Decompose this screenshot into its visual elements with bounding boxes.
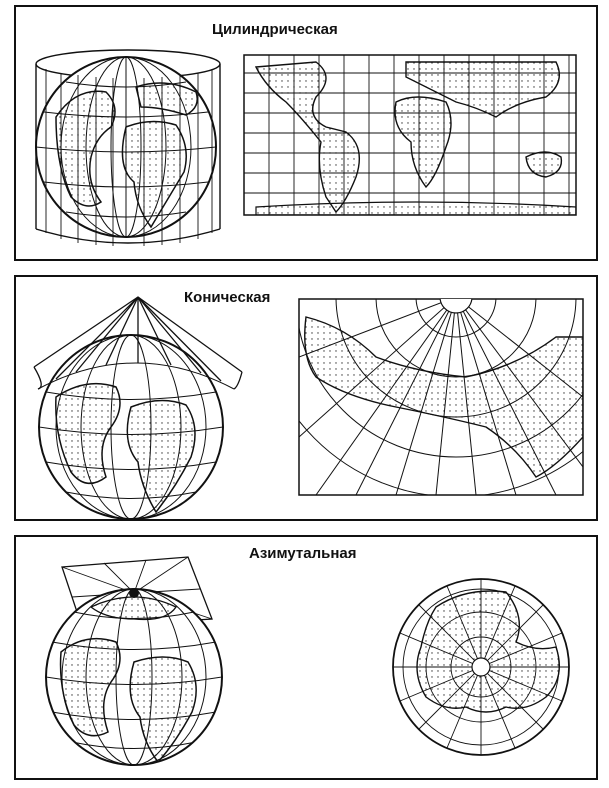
conical-illustration xyxy=(16,277,600,523)
panel-title-azimuthal: Азимутальная xyxy=(249,545,357,562)
azimuthal-illustration xyxy=(16,537,600,782)
panel-conical xyxy=(14,275,598,521)
map-conical xyxy=(256,277,600,497)
map-cylindrical xyxy=(244,55,576,215)
panel-cylindrical xyxy=(14,5,598,261)
cylindrical-illustration xyxy=(16,7,600,263)
panel-title-cylindrical: Цилиндрическая xyxy=(212,21,338,38)
panel-azimuthal xyxy=(14,535,598,780)
globe-azimuthal xyxy=(46,588,222,765)
panel-title-conical: Коническая xyxy=(184,289,271,306)
globe-cylindrical xyxy=(36,57,216,246)
map-azimuthal xyxy=(393,579,569,755)
